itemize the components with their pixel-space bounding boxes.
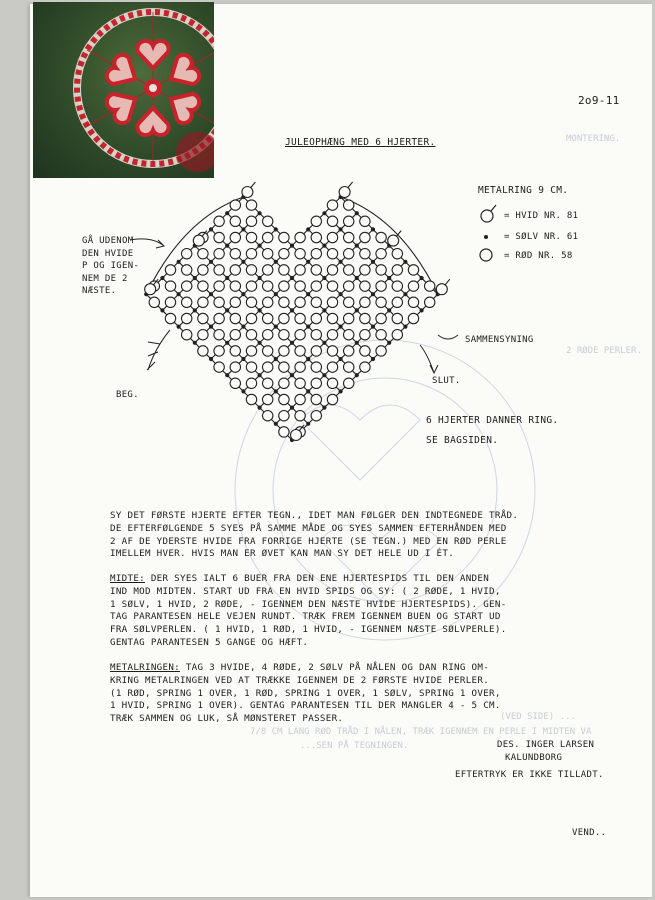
turn-over-note: VEND.. <box>572 828 607 838</box>
bleed-through-text: MONTERING. <box>566 134 621 144</box>
bleed-through-text: 2 RØDE PERLER. <box>566 346 642 356</box>
ring-note: 6 HJERTER DANNER RING. SE BAGSIDEN. <box>426 415 559 446</box>
finish-label: SLUT. <box>432 376 461 386</box>
legend-heading: METALRING 9 CM. <box>478 185 569 196</box>
legend-silver: = SØLV NR. 61 <box>504 232 579 242</box>
joining-label: SAMMENSYNING <box>465 335 534 345</box>
diagram-note-left: GÅ UDENOM DEN HVIDE P OG IGEN- NEM DE 2 NÆSTE. <box>82 236 140 296</box>
bleed-through-text: 7/8 CM LANG RØD TRÅD I NÅLEN, TRÆK IGENNEM EN PERLE I MIDTEN VA <box>250 727 592 737</box>
pattern-number: 2o9-11 <box>578 94 620 107</box>
designer-name: DES. INGER LARSEN <box>497 740 595 750</box>
legend-white: = HVID NR. 81 <box>504 211 579 221</box>
metalring-heading: METALRINGEN: <box>110 662 180 673</box>
instructions-paragraph: SY DET FØRSTE HJERTE EFTER TEGN., IDET MAN FØLGER DEN INDTEGNEDE TRÅD. DE EFTERFØLGENDE 5 SYES PÅ SAMME MÅDE OG SYES SAMMEN EFTERHÅNDEN MED 2 AF DE YDERSTE HVIDE FRA FORRIGE HJERTE (SE TEGN.) MED EN RØD PERLE IMELLEM HVER. HVIS MAN ER ØVET KAN MAN SY DET HELE UD I ÉT. <box>110 510 519 560</box>
bleed-through-text: ...SEN PÅ TEGNINGEN. <box>300 741 409 751</box>
metalring-section: METALRINGEN: TAG 3 HVIDE, 4 RØDE, 2 SØLV PÅ NÅLEN OG DAN RING OM- KRING METALRINGEN VED AT TRÆKKE IGENNEM DE 2 FØRSTE HVIDE PERLER. (1 RØD, SPRING 1 OVER, 1 RØD, SPRING 1 OVER, 1 SØLV, SPRING 1 OVER, 1 HVID, SPRING 1 OVER). GENTAG PARANTESEN TIL DER MANGLER 4 - 5 CM. TRÆK SAMMEN OG LUK, SÅ MØNSTERET PASSER. <box>110 662 501 725</box>
page-title: JULEOPHÆNG MED 6 HJERTER. <box>285 137 436 148</box>
bleed-through-text: (VED SIDE) ... <box>500 712 576 722</box>
designer-town: KALUNDBORG <box>505 753 563 763</box>
midte-heading: MIDTE: <box>110 573 145 584</box>
copyright-note: EFTERTRYK ER IKKE TILLADT. <box>455 770 604 780</box>
legend-red: = RØD NR. 58 <box>504 251 573 261</box>
midte-section: MIDTE: DER SYES IALT 6 BUER FRA DEN ENE HJERTESPIDS TIL DEN ANDEN IND MOD MIDTEN. START UD FRA EN HVID SPIDS OG SY: ( 2 RØDE, 1 HVID, 1 SØLV, 1 HVID, 2 RØDE, - IGENNEM DEN NÆSTE HVIDE HJERTESPIDS). GEN- TAG PARANTESEN HELE VEJEN RUNDT. TRÆK FREM IGENNEM BUEN OG START UD FRA SØLVPERLEN. ( 1 HVID, 1 RØD, 1 HVID, - IGENNEM NÆSTE SØLVPERLE). GENTAG PARANTESEN 5 GANGE OG HÆFT. <box>110 573 507 648</box>
start-label: BEG. <box>116 390 139 400</box>
